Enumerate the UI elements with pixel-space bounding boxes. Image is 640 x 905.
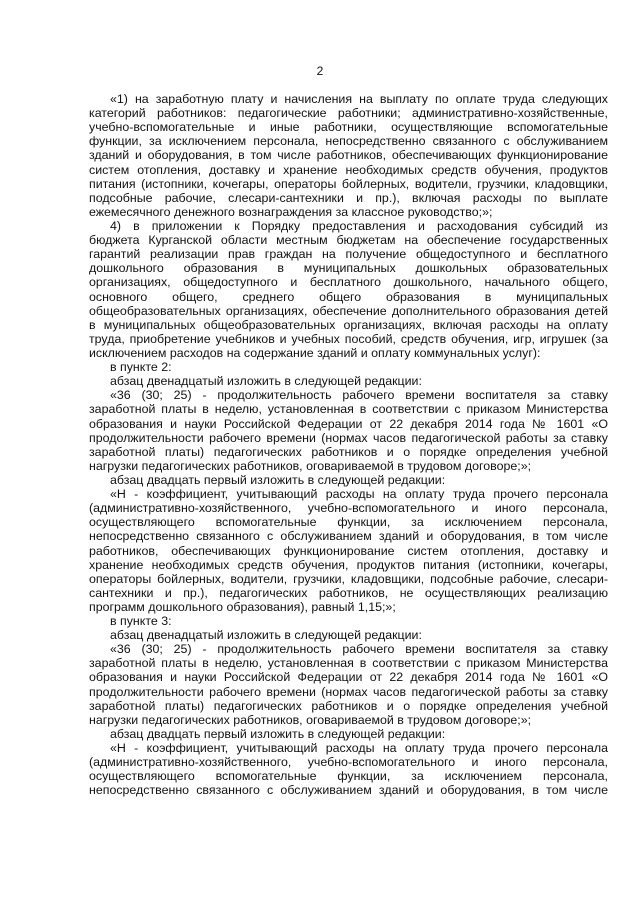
text-line: непосредственно связанного с обслуживанием зданий и оборудования, в том числе (89, 783, 608, 798)
text-line: зданий и оборудования, в том числе работников, обеспечивающих функционирование (89, 148, 608, 163)
text-line: образования и науки Российской Федерации от 22 декабря 2014 года № 1601 «О (89, 670, 608, 685)
text-line: абзац двенадцатый изложить в следующей редакции: (110, 374, 422, 389)
text-line: в муниципальных общеобразовательных организациях, включая расходы на оплату (89, 317, 608, 332)
page-number: 2 (316, 64, 324, 78)
text-line: основного общего, среднего общего образования в муниципальных (89, 289, 608, 304)
text-line: бюджета Курганской области местным бюджетам на обеспечение государственных (89, 233, 608, 248)
text-line: «Н - коэффициент, учитывающий расходы на оплату труда прочего персонала (110, 487, 608, 502)
text-line: учебно-вспомогательные и иные работники, осуществляющие вспомогательные (89, 120, 608, 135)
text-line: «1) на заработную плату и начисления на выплату по оплате труда следующих (110, 92, 608, 106)
text-line: заработной платы) педагогических работников и о порядке определения учебной (89, 698, 608, 713)
text-line: «36 (30; 25) - продолжительность рабочего времени воспитателя за ставку (110, 388, 608, 403)
text-line: (административно-хозяйственного, учебно-вспомогательного и иного персонала, (89, 501, 608, 516)
text-line: дошкольного образования в муниципальных дошкольных образовательных (89, 261, 608, 276)
text-line: питания (истопники, кочегары, операторы бойлерных, водители, грузчики, кладовщики, (89, 176, 608, 191)
text-line: непосредственно связанного с обслуживанием зданий и оборудования, в том числе (89, 529, 608, 544)
text-line: 4) в приложении к Порядку предоставления и расходования субсидий из (110, 218, 608, 233)
text-line: систем отопления, доставку и хранение необходимых средств обучения, продуктов (89, 162, 608, 177)
text-line: гарантий реализации прав граждан на получение общедоступного и бесплатного (89, 247, 608, 262)
text-line: в пункте 3: (110, 614, 172, 629)
text-line: в пункте 2: (110, 360, 172, 375)
text-line: операторы бойлерных, водители, грузчики, кладовщики, подсобные рабочие, слесари- (89, 571, 608, 586)
text-line: продолжительности рабочего времени (нормах часов педагогической работы за ставку (89, 684, 608, 699)
text-line: организациях, общедоступного и бесплатного дошкольного, начального общего, (89, 275, 608, 290)
text-line: сантехники и пр.), педагогических работников, не осуществляющих реализацию (89, 585, 608, 600)
text-line: работников, обеспечивающих функционирование систем отопления, доставку и (89, 543, 608, 558)
text-line: «Н - коэффициент, учитывающий расходы на оплату труда прочего персонала (110, 741, 608, 756)
text-line: общеобразовательных организациях, обеспечение дополнительного образования детей (89, 303, 608, 318)
text-line: (административно-хозяйственного, учебно-вспомогательного и иного персонала, (89, 755, 608, 770)
text-line: нагрузки педагогических работников, оговариваемой в трудовом договоре;»; (89, 458, 532, 473)
text-line: продолжительности рабочего времени (нормах часов педагогической работы за ставку (89, 430, 608, 445)
text-line: осуществляющего вспомогательные функции, за исключением персонала, (89, 769, 608, 784)
text-line: нагрузки педагогических работников, оговариваемой в трудовом договоре;»; (89, 712, 532, 727)
text-line: абзац двадцать первый изложить в следующей редакции: (110, 726, 446, 741)
text-line: заработной платы в неделю, установленная в соответствии с приказом Министерства (89, 402, 608, 417)
text-line: «36 (30; 25) - продолжительность рабочего времени воспитателя за ставку (110, 642, 608, 657)
text-line: заработной платы в неделю, установленная в соответствии с приказом Министерства (89, 656, 608, 671)
text-line: абзац двадцать первый изложить в следующей редакции: (110, 472, 446, 487)
text-line: категорий работников: педагогические работники; административно-хозяйственные, (89, 106, 608, 121)
text-line: подсобные рабочие, слесари-сантехники и пр.), включая расходы по выплате (89, 190, 608, 205)
text-line: исключением расходов на содержание зданий и оплату коммунальных услуг): (89, 345, 541, 360)
text-line: образования и науки Российской Федерации от 22 декабря 2014 года № 1601 «О (89, 416, 608, 431)
text-line: функции, за исключением персонала, непосредственно связанного с обслуживанием (89, 134, 608, 149)
text-line: ежемесячного денежного вознаграждения за классное руководство;»; (89, 204, 493, 219)
text-line: абзац двенадцатый изложить в следующей редакции: (110, 628, 422, 643)
text-line: программ дошкольного образования), равный 1,15;»; (89, 599, 396, 614)
document-body (89, 92, 608, 797)
text-line: осуществляющего вспомогательные функции, за исключением персонала, (89, 515, 608, 530)
text-line: хранение необходимых средств обучения, продуктов питания (истопники, кочегары, (89, 557, 608, 572)
text-line: заработной платы) педагогических работников и о порядке определения учебной (89, 444, 608, 459)
text-line: труда, приобретение учебников и учебных пособий, средств обучения, игр, игрушек (за (89, 331, 608, 346)
